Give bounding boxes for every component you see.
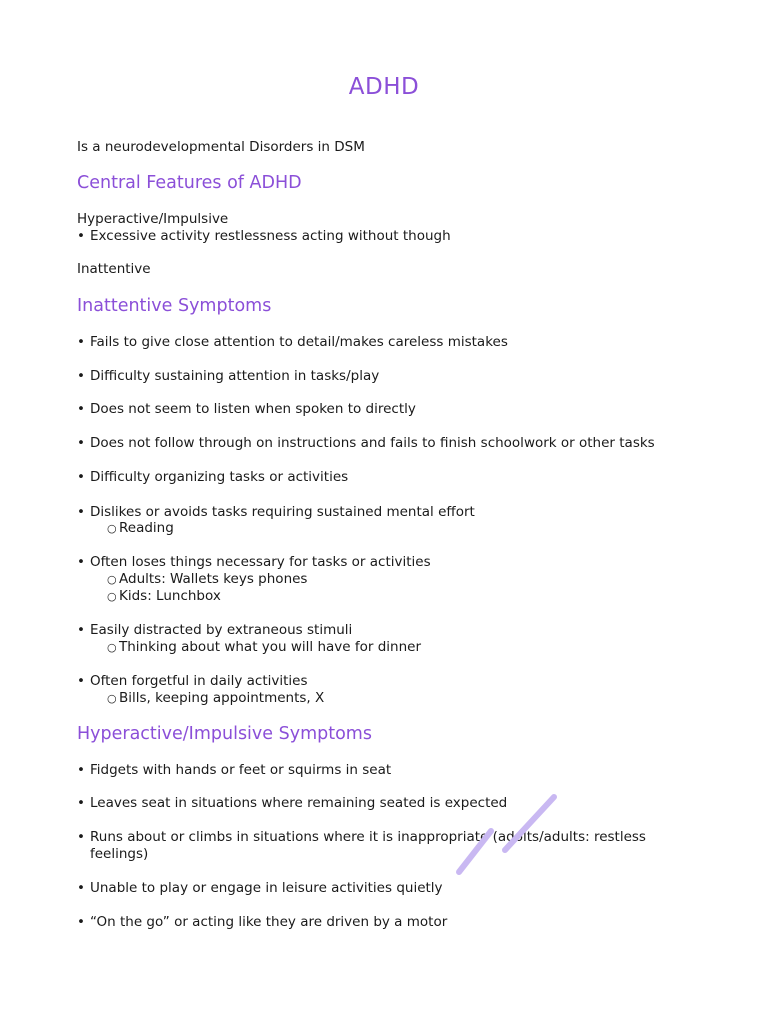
bullet-icon: • <box>77 622 85 638</box>
bullet-icon: • <box>77 368 85 384</box>
circle-bullet-icon: ○ <box>107 641 117 654</box>
bullet-icon: • <box>77 334 85 350</box>
list-item: • Does not seem to listen when spoken to directly <box>77 401 416 417</box>
list-item: • “On the go” or acting like they are driven by a motor <box>77 914 448 930</box>
list-item: • Does not follow through on instructions and fails to finish schoolwork or other tasks <box>77 435 655 451</box>
highlighter-stroke-lower <box>459 831 491 872</box>
list-item: • Easily distracted by extraneous stimuli <box>77 622 353 638</box>
heading-inattentive-symptoms: Inattentive Symptoms <box>77 296 272 316</box>
bullet-icon: • <box>77 914 85 930</box>
heading-central-features: Central Features of ADHD <box>77 173 302 193</box>
circle-bullet-icon: ○ <box>107 522 117 535</box>
bullet-icon: • <box>77 469 85 485</box>
circle-bullet-icon: ○ <box>107 590 117 603</box>
page-title: ADHD <box>348 74 420 100</box>
list-item: • Often forgetful in daily activities <box>77 673 308 689</box>
list-item-continuation: feelings) <box>90 846 149 862</box>
bullet-icon: • <box>77 880 85 896</box>
bullet-icon: • <box>77 795 85 811</box>
heading-hyperactive-symptoms: Hyperactive/Impulsive Symptoms <box>77 724 372 744</box>
inattentive-label: Inattentive <box>77 261 151 277</box>
hyperactive-label: Hyperactive/Impulsive <box>77 211 229 227</box>
bullet-icon: • <box>77 435 85 451</box>
sub-list-item: ○ Thinking about what you will have for dinner <box>107 639 422 655</box>
highlighter-stroke-upper <box>505 797 554 850</box>
intro-text: Is a neurodevelopmental Disorders in DSM <box>77 139 365 155</box>
list-item: • Runs about or climbs in situations where it is inappropriate (adolts/adults: restless <box>77 829 646 845</box>
list-item: • Difficulty organizing tasks or activities <box>77 469 349 485</box>
list-item: • Often loses things necessary for tasks or activities <box>77 554 431 570</box>
sub-list-item: ○ Bills, keeping appointments, X <box>107 690 325 706</box>
circle-bullet-icon: ○ <box>107 573 117 586</box>
circle-bullet-icon: ○ <box>107 692 117 705</box>
sub-list-item: ○ Kids: Lunchbox <box>107 588 221 604</box>
bullet-icon: • <box>77 762 85 778</box>
bullet-icon: • <box>77 401 85 417</box>
bullet-icon: • <box>77 504 85 520</box>
bullet-icon: • <box>77 228 85 244</box>
bullet-icon: • <box>77 554 85 570</box>
sub-list-item: ○ Reading <box>107 520 174 536</box>
sub-list-item: ○ Adults: Wallets keys phones <box>107 571 308 587</box>
list-item: • Fails to give close attention to detail/makes careless mistakes <box>77 334 508 350</box>
list-item: • Excessive activity restlessness acting without though <box>77 228 451 244</box>
bullet-icon: • <box>77 673 85 689</box>
list-item: • Fidgets with hands or feet or squirms in seat <box>77 762 392 778</box>
highlighter-stroke <box>450 785 570 895</box>
list-item: • Difficulty sustaining attention in tasks/play <box>77 368 380 384</box>
bullet-icon: • <box>77 829 85 845</box>
list-item: • Leaves seat in situations where remaining seated is expected <box>77 795 508 811</box>
list-item: • Dislikes or avoids tasks requiring sustained mental effort <box>77 504 475 520</box>
list-item: • Unable to play or engage in leisure activities quietly <box>77 880 443 896</box>
